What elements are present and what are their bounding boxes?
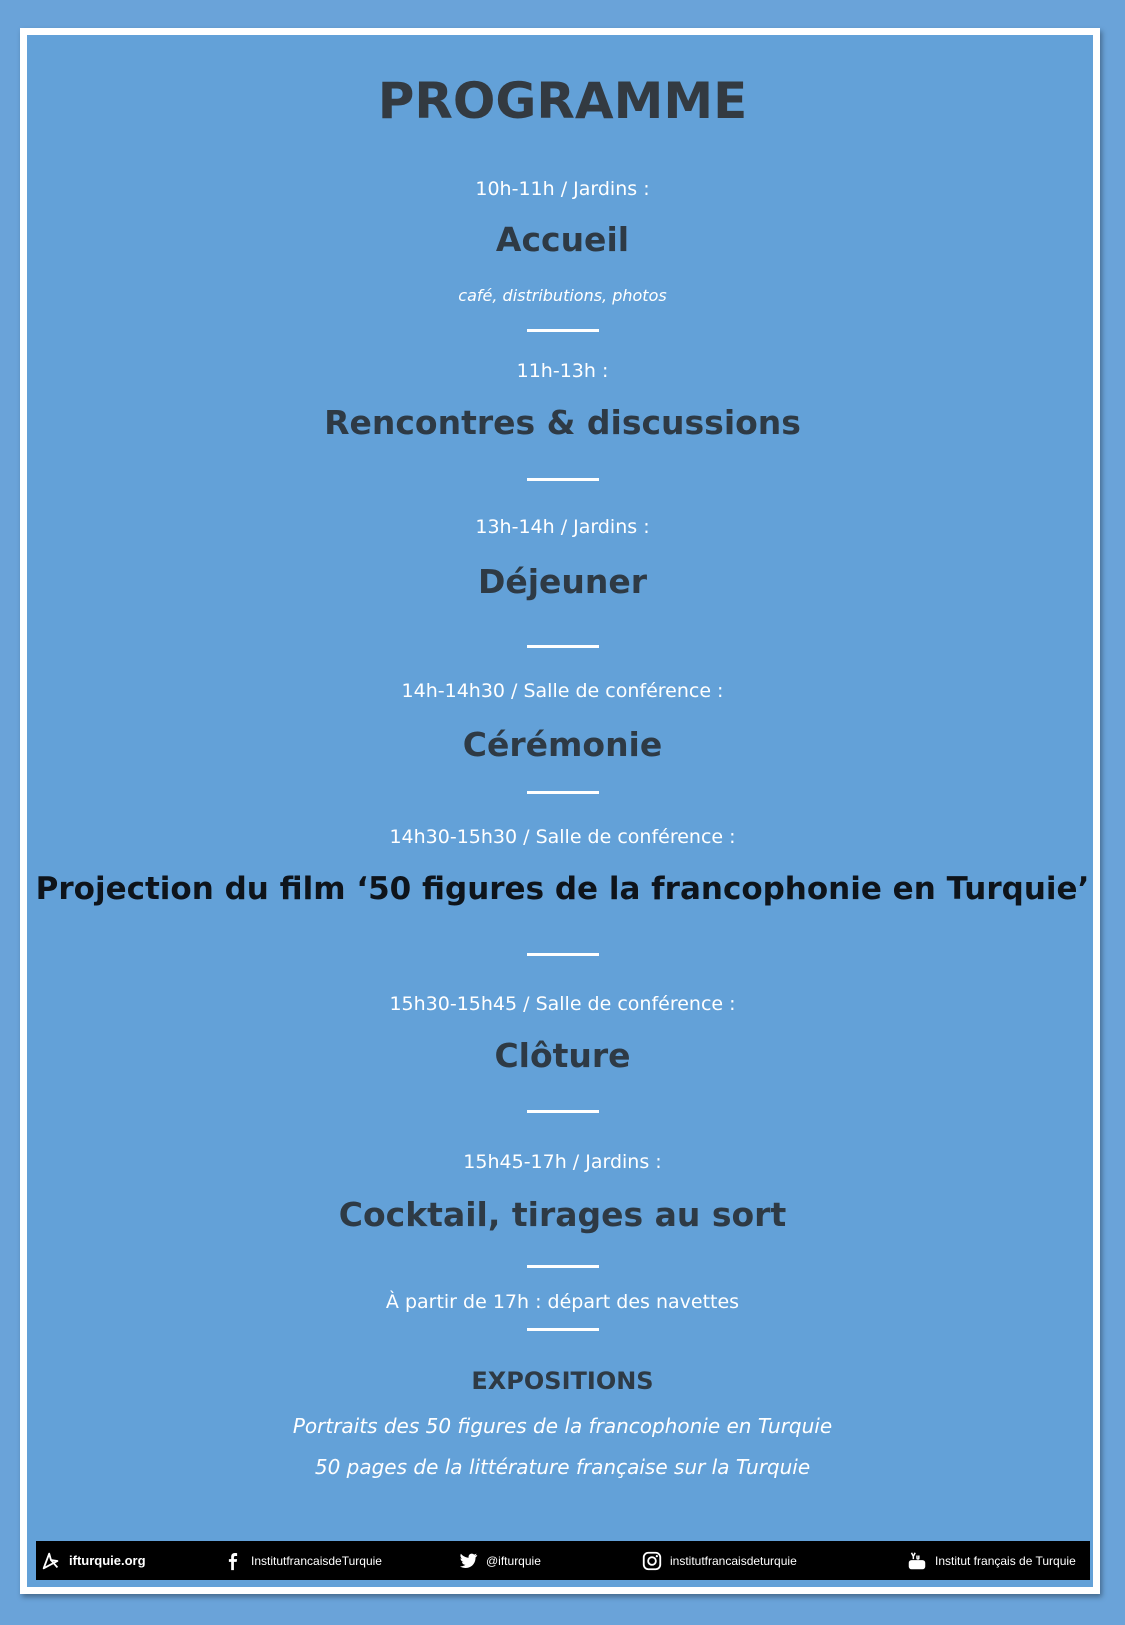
footer-instagram-label: institutfrancaisdeturquie bbox=[670, 1553, 797, 1568]
divider bbox=[527, 1328, 599, 1331]
event-heading: Cérémonie bbox=[462, 725, 663, 764]
footer-youtube-label: Institut français de Turquie bbox=[935, 1553, 1076, 1568]
event-note: café, distributions, photos bbox=[458, 286, 667, 305]
divider bbox=[527, 953, 599, 956]
footer-bar bbox=[36, 1541, 1090, 1580]
time-slot: 15h30-15h45 / Salle de conférence : bbox=[389, 993, 736, 1015]
expositions-title: EXPOSITIONS bbox=[471, 1367, 654, 1395]
event-heading: Accueil bbox=[495, 220, 630, 259]
event-heading: Clôture bbox=[494, 1036, 631, 1075]
time-slot: 11h-13h : bbox=[516, 360, 609, 382]
time-slot: 14h-14h30 / Salle de conférence : bbox=[401, 680, 724, 702]
footer-website-label: ifturquie.org bbox=[69, 1553, 146, 1568]
footer-facebook-label: InstitutfrancaisdeTurquie bbox=[251, 1553, 382, 1568]
footer-twitter-link[interactable] bbox=[457, 1541, 541, 1580]
footer-website-link[interactable] bbox=[40, 1541, 146, 1580]
time-slot: 14h30-15h30 / Salle de conférence : bbox=[389, 826, 736, 848]
event-heading: Rencontres & discussions bbox=[324, 403, 801, 442]
page-title: PROGRAMME bbox=[377, 72, 748, 130]
divider bbox=[527, 1110, 599, 1113]
footer-twitter-label: @ifturquie bbox=[486, 1553, 541, 1568]
page-frame bbox=[20, 28, 1100, 1594]
youtube-icon bbox=[906, 1550, 928, 1572]
instagram-icon bbox=[641, 1550, 663, 1572]
twitter-icon bbox=[457, 1550, 479, 1572]
divider bbox=[527, 791, 599, 794]
divider bbox=[527, 329, 599, 332]
cursor-arrow-icon bbox=[40, 1550, 62, 1572]
time-slot: 10h-11h / Jardins : bbox=[475, 178, 650, 200]
event-heading: Déjeuner bbox=[477, 562, 648, 601]
time-slot: 13h-14h / Jardins : bbox=[475, 516, 650, 538]
footer-youtube-link[interactable] bbox=[906, 1541, 1076, 1580]
footer-facebook-link[interactable] bbox=[222, 1541, 382, 1580]
event-heading: Projection du film ‘50 figures de la francophonie en Turquie’ bbox=[35, 871, 1090, 907]
exposition-line: Portraits des 50 figures de la francophonie en Turquie bbox=[292, 1414, 833, 1438]
facebook-icon bbox=[222, 1550, 244, 1572]
footer-instagram-link[interactable] bbox=[641, 1541, 797, 1580]
time-slot: 15h45-17h / Jardins : bbox=[463, 1151, 662, 1173]
departure-text: À partir de 17h : départ des navettes bbox=[385, 1291, 740, 1313]
divider bbox=[527, 1265, 599, 1268]
divider bbox=[527, 478, 599, 481]
divider bbox=[527, 645, 599, 648]
event-heading: Cocktail, tirages au sort bbox=[338, 1195, 787, 1234]
exposition-line: 50 pages de la littérature française sur la Turquie bbox=[314, 1455, 811, 1479]
